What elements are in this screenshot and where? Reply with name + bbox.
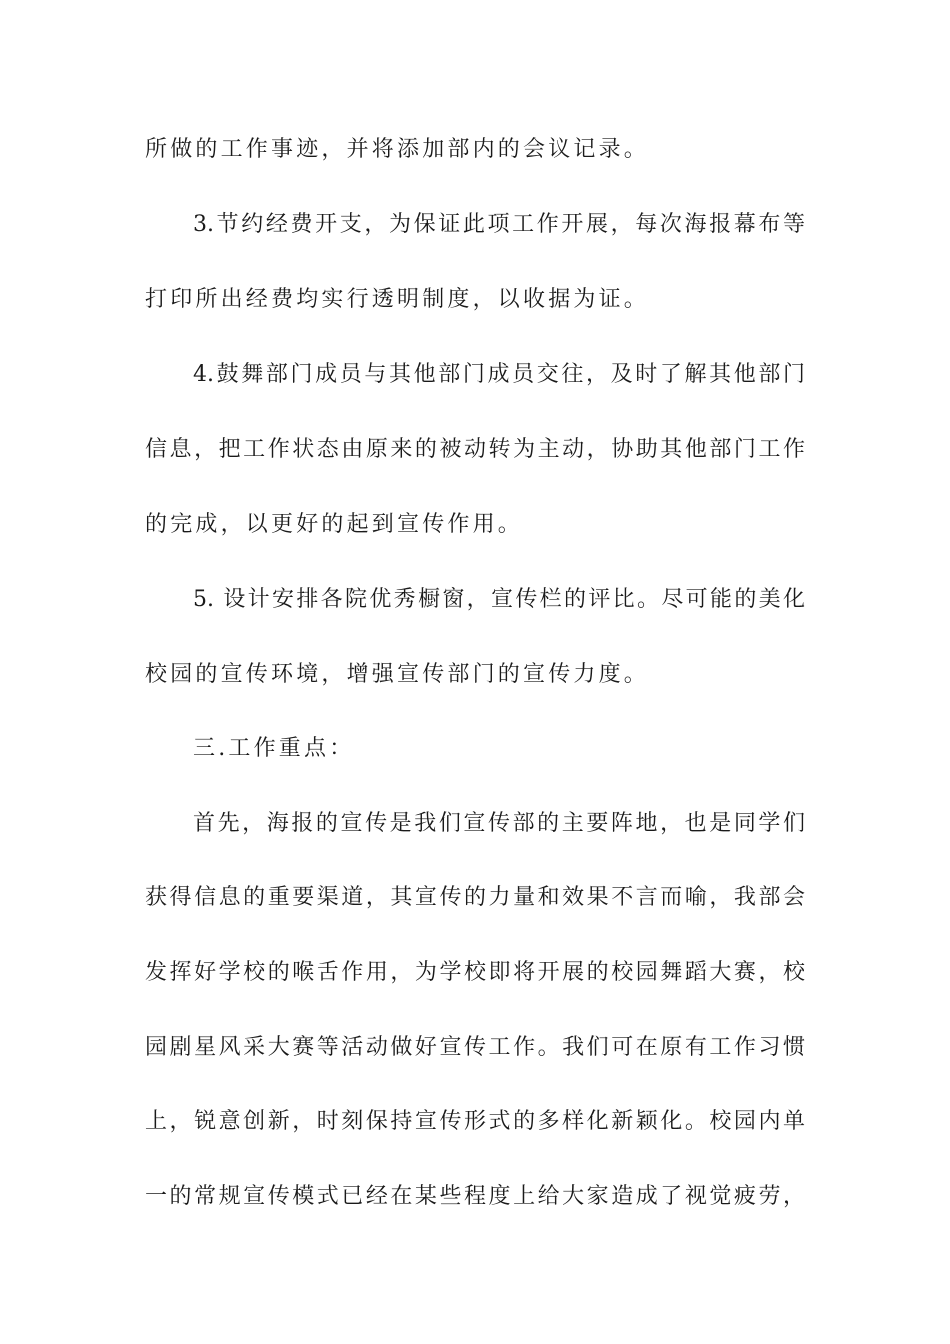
text-line: 一的常规宣传模式已经在某些程度上给大家造成了视觉疲劳，: [145, 1184, 805, 1209]
text-line: 发挥好学校的喉舌作用，为学校即将开展的校园舞蹈大赛，校: [145, 960, 805, 985]
text-line: 3.节约经费开支，为保证此项工作开展，每次海报幕布等: [193, 212, 805, 237]
text-line: 园剧星风采大赛等活动做好宣传工作。我们可在原有工作习惯: [145, 1035, 805, 1060]
text-line: 上，锐意创新，时刻保持宣传形式的多样化新颖化。校园内单: [145, 1109, 805, 1134]
text-line: 首先，海报的宣传是我们宣传部的主要阵地，也是同学们: [193, 811, 805, 836]
text-line: 所做的工作事迹，并将添加部内的会议记录。: [145, 137, 650, 162]
text-line: 打印所出经费均实行透明制度，以收据为证。: [145, 287, 650, 312]
text-line: 4.鼓舞部门成员与其他部门成员交往，及时了解其他部门: [193, 362, 805, 387]
text-line: 获得信息的重要渠道，其宣传的力量和效果不言而喻，我部会: [145, 885, 805, 910]
text-line: 5. 设计安排各院优秀橱窗，宣传栏的评比。尽可能的美化: [193, 587, 805, 612]
text-line: 的完成，以更好的起到宣传作用。: [145, 512, 524, 537]
text-line: 校园的宣传环境，增强宣传部门的宣传力度。: [145, 662, 650, 687]
text-line: 信息，把工作状态由原来的被动转为主动，协助其他部门工作: [145, 437, 805, 462]
section-heading: 三.工作重点：: [193, 736, 355, 761]
